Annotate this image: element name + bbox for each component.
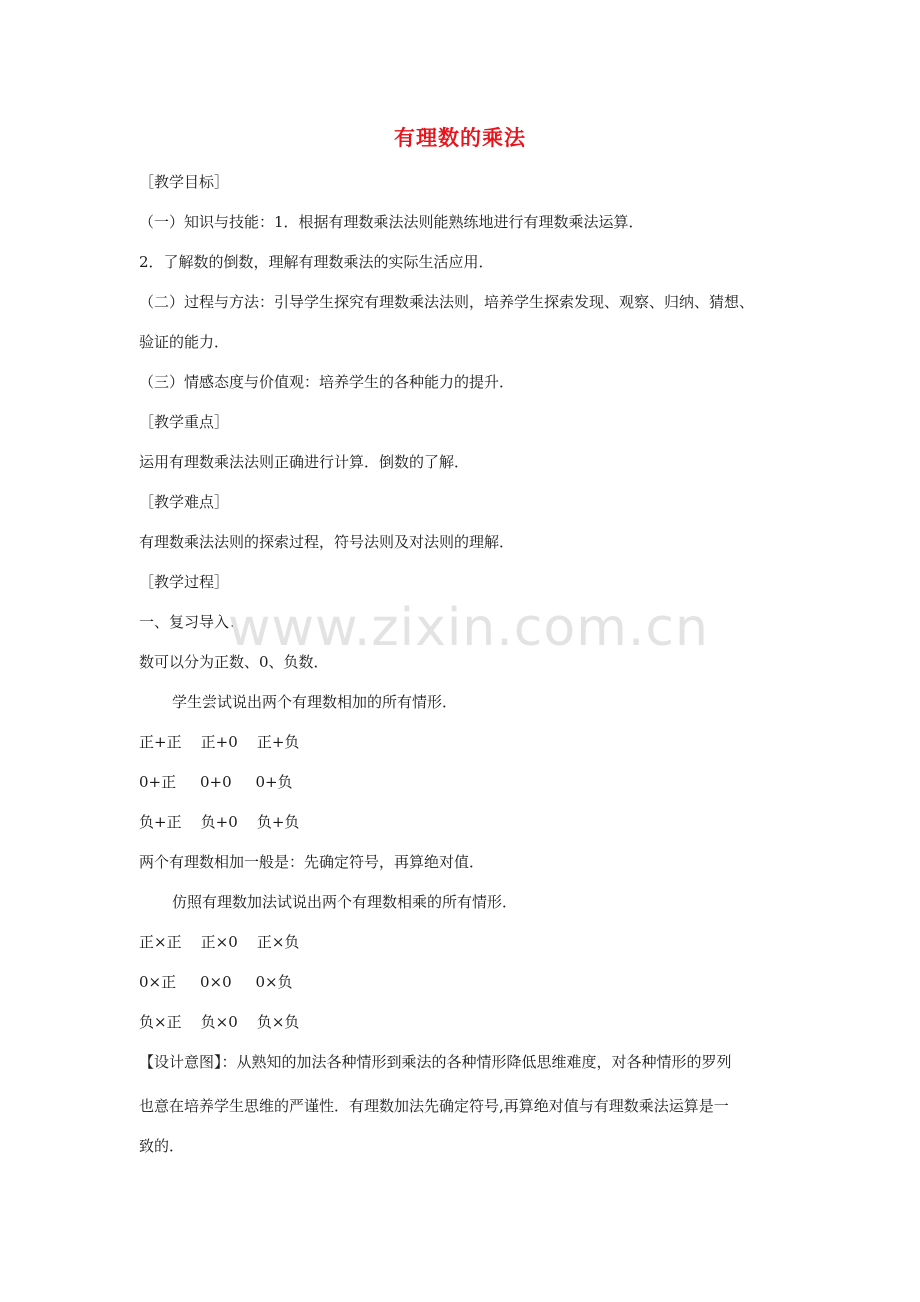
section-heading-difficulties: ［教学难点］	[139, 493, 230, 511]
section-heading-key-points: ［教学重点］	[139, 413, 230, 431]
addition-row-positive: 正+正 正+0 正+负	[139, 733, 300, 751]
paragraph-design-intent-end: 致的．	[139, 1137, 185, 1155]
addition-row-zero: 0+正 0+0 0+负	[139, 773, 293, 791]
paragraph-process-method: （二）过程与方法：引导学生探究有理数乘法法则，培养学生探索发现、观察、归纳、猜想、	[139, 293, 755, 311]
paragraph-addition-cases: 学生尝试说出两个有理数相加的所有情形．	[172, 693, 458, 711]
paragraph-difficulties: 有理数乘法法则的探索过程，符号法则及对法则的理解．	[139, 533, 515, 551]
paragraph-design-intent: 【设计意图】：从熟知的加法各种情形到乘法的各种情形降低思维难度，对各种情形的罗列	[139, 1053, 732, 1071]
multiplication-row-zero: 0×正 0×0 0×负	[139, 973, 293, 991]
paragraph-multiplication-cases: 仿照有理数加法试说出两个有理数相乘的所有情形．	[172, 893, 518, 911]
watermark: www.zixin.com.cn	[228, 598, 709, 658]
paragraph-addition-rule: 两个有理数相加一般是：先确定符号，再算绝对值．	[139, 853, 485, 871]
paragraph-attitude: （三）情感态度与价值观：培养学生的各种能力的提升．	[139, 373, 515, 391]
document-title: 有理数的乘法	[394, 126, 526, 150]
paragraph-number-classes: 数可以分为正数、0、负数．	[139, 653, 329, 671]
section-heading-objectives: ［教学目标］	[139, 173, 230, 191]
paragraph-key-points: 运用有理数乘法法则正确进行计算．倒数的了解．	[139, 453, 470, 471]
multiplication-row-positive: 正×正 正×0 正×负	[139, 933, 300, 951]
paragraph-reciprocal: 2．了解数的倒数，理解有理数乘法的实际生活应用．	[139, 253, 494, 271]
multiplication-row-negative: 负×正 负×0 负×负	[139, 1013, 300, 1031]
section-heading-process: ［教学过程］	[139, 573, 230, 591]
paragraph-knowledge-skills: （一）知识与技能：1．根据有理数乘法法则能熟练地进行有理数乘法运算．	[139, 213, 644, 231]
subheading-review: 一、复习导入：	[139, 613, 245, 631]
addition-row-negative: 负+正 负+0 负+负	[139, 813, 300, 831]
paragraph-process-method-cont: 验证的能力．	[139, 333, 230, 351]
paragraph-design-intent-cont: 也意在培养学生思维的严谨性．有理数加法先确定符号,再算绝对值与有理数乘法运算是一	[139, 1097, 729, 1115]
